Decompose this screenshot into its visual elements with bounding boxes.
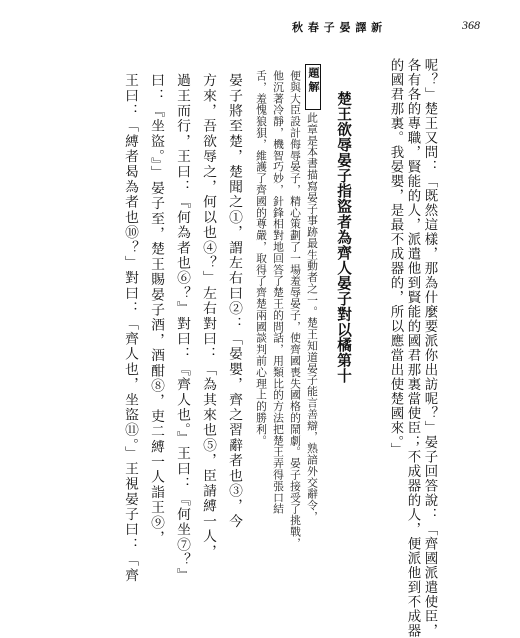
translation-column-3: 的國君那裏。我晏嬰，是最不成器的，所以應當出使楚國來。」	[388, 58, 403, 458]
translation-column-1: 呢？」楚王又問：「既然這樣，那為什麼要派你出訪呢？」晏子回答說：「齊國派遣使臣，	[422, 58, 437, 638]
tijie-label-box	[305, 64, 321, 110]
original-column-3: 過王而行，王曰：『何為者也⑥？』對曰：『齊人也。』王曰：『何坐⑦？』	[174, 73, 190, 583]
original-column-4: 曰：『坐盜。』」晏子至，楚王賜晏子酒，酒酣⑧，吏二縛一人詣王⑨，	[148, 73, 164, 546]
tijie-label: 題解	[307, 67, 320, 95]
original-column-5: 王曰：「縛者曷為者也⑩？」對曰：「齊人也，坐盜⑪。」王視晏子曰：「齊	[122, 73, 138, 583]
running-header-title: 秋 春 子 晏 譯 新	[292, 21, 383, 34]
original-column-1: 晏子將至楚，楚聞之①，謂左右曰②：「晏嬰，齊之習辭者也③，今	[226, 73, 242, 529]
tijie-column-3: 他沉著冷靜，機智巧妙，針鋒相對地回答了楚王的問話，用類比的方法把楚王弄得張口結	[272, 70, 285, 515]
tijie-column-4: 舌，羞愧狼狽，維護了齊國的尊嚴，取得了齊楚兩國談判前心理上的勝利。	[255, 70, 268, 447]
page-number: 368	[462, 18, 480, 32]
tijie-column-1: 此章是本書描寫晏子事跡最生動者之一。楚王知道晏子能言善辯，熟諳外交辭令，	[306, 112, 319, 523]
tijie-column-2: 便與大臣設計侮辱晏子，精心策劃了一場羞辱晏子，使齊國喪失國格的鬧劇。晏子接受了挑戰，	[289, 70, 302, 549]
translation-column-2: 各有各的專職，賢能的人，派遣他到賢能的國君那裏當使臣；不成器的人，便派他到不成器	[405, 58, 420, 638]
original-column-2: 方來，吾欲辱之，何以也④？」左右對曰：「為其來也⑤，臣請縛一人，	[200, 73, 216, 560]
section-heading: 楚王欲辱晏子指盜者為齊人晏子對以橘第十	[335, 91, 352, 384]
